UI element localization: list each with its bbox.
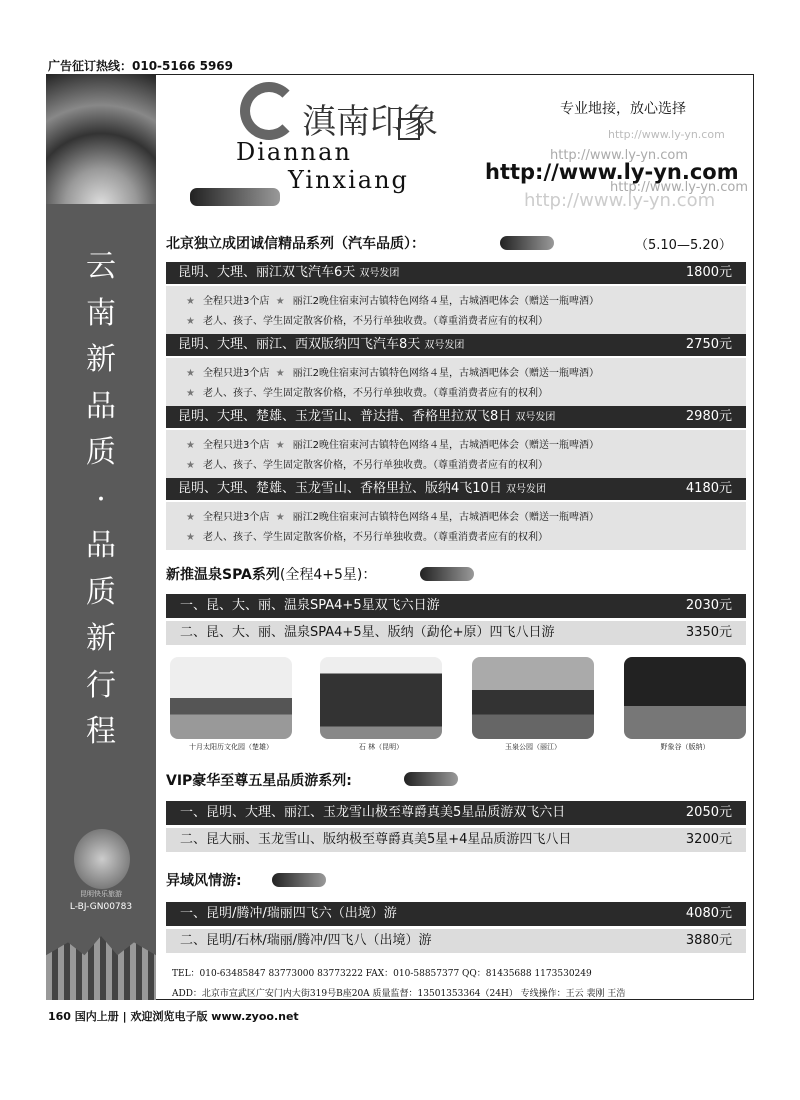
logo-caption: 昆明快乐旅游: [80, 890, 122, 898]
photo-stone-forest: [320, 657, 442, 739]
brand-swirl-icon: [240, 82, 298, 140]
date-range: （5.10—5.20）: [635, 238, 732, 253]
photo-pavilion: [472, 657, 594, 739]
side-char: 程: [86, 714, 116, 749]
ornament-decoration: [46, 936, 156, 1000]
route-detail: ★ 全程只进3个店 ★ 丽江2晚住宿束河古镇特色网络４星，古城酒吧体会（赠送一瓶啤酒） ★ 老人、孩子、学生固定散客价格，不另行单独收费。（尊重消费者应有的权利）: [166, 358, 746, 406]
contact-address: ADD：北京市宣武区广安门内大街319号B座20A 质量监督：13501353364（24H） 专线操作：王云 裴刚 王浩: [172, 989, 626, 999]
brand-name-en2: Yinxiang: [288, 166, 409, 194]
route-price: 4180元: [685, 481, 732, 496]
route-bar: [166, 262, 746, 284]
peacock-image: [46, 74, 156, 204]
route-detail: ★ 全程只进3个店 ★ 丽江2晚住宿束河古镇特色网络４星，古城酒吧体会（赠送一瓶啤酒） ★ 老人、孩子、学生固定散客价格，不另行单独收费。（尊重消费者应有的权利）: [166, 502, 746, 550]
star-icon: ★: [275, 512, 285, 523]
route-name: 一、昆、大、丽、温泉SPA4+5星双飞六日游: [180, 598, 440, 613]
side-char: 品: [86, 528, 116, 563]
star-icon: ★: [275, 368, 285, 379]
route-row: [166, 594, 746, 618]
website-url[interactable]: http://www.ly-yn.com: [485, 160, 739, 184]
route-row: [166, 801, 746, 825]
url-ghost: http://www.ly-yn.com: [550, 148, 689, 163]
route-price: 1800元: [685, 265, 732, 280]
side-vertical-text: [46, 244, 156, 756]
section-title: 异域风情游:: [166, 873, 242, 889]
route-name: 二、昆、大、丽、温泉SPA4+5星、版纳（勐伦+原）四飞八日游: [180, 625, 555, 640]
route-name: 二、昆明/石林/瑞丽/腾冲/四飞八（出境）游: [180, 933, 432, 948]
page-footer: 160 国内上册 | 欢迎浏览电子版 www.zyoo.net: [48, 1010, 299, 1023]
route-name: 一、昆明/腾冲/瑞丽四飞六（出境）游: [180, 906, 397, 921]
star-icon: ★: [186, 316, 195, 327]
license-number: L-BJ-GN00783: [69, 902, 133, 912]
url-ghost: http://www.ly-yn.com: [610, 180, 749, 195]
side-char: 质: [86, 574, 116, 610]
section-title: 北京独立成团诚信精品系列（汽车品质）：: [166, 236, 425, 252]
route-bar: [166, 334, 746, 356]
star-icon: ★: [186, 368, 195, 379]
route-detail: ★ 全程只进3个店 ★ 丽江2晚住宿束河古镇特色网络４星，古城酒吧体会（赠送一瓶啤酒） ★ 老人、孩子、学生固定散客价格，不另行单独收费。（尊重消费者应有的权利）: [166, 286, 746, 334]
route-name: 一、昆明、大理、丽江、玉龙雪山极至尊爵真美5星品质游双飞六日: [180, 805, 566, 820]
side-char: 品: [86, 388, 116, 424]
route-price: 2030元: [685, 598, 732, 613]
route-name: 昆明、大理、丽江双飞汽车6天: [178, 265, 356, 280]
url-ghost: http://www.ly-yn.com: [608, 128, 725, 141]
side-char: 南: [86, 295, 116, 331]
side-char: 质: [86, 435, 116, 470]
cloud-icon: [190, 188, 280, 206]
photo-caption: 石 林（昆明）: [358, 743, 404, 751]
photo-caption: 野象谷（版纳）: [660, 743, 710, 751]
photo-monument: [170, 657, 292, 739]
route-price: 4080元: [685, 906, 732, 921]
route-row: [166, 902, 746, 926]
route-tag: 双号发团: [505, 484, 546, 495]
cloud-icon: [272, 873, 326, 887]
side-char: ·: [96, 481, 106, 517]
cloud-icon: [420, 567, 474, 581]
route-name: 昆明、大理、丽江、西双版纳四飞汽车8天: [178, 337, 421, 352]
side-char: 云: [86, 249, 116, 284]
route-price: 3200元: [685, 832, 732, 847]
contact-phone: TEL：010-63485847 83773000 83773222 FAX：010-58857377 QQ：81435688 1173530249: [172, 969, 592, 979]
brand-name-en1: Diannan: [236, 138, 352, 166]
route-tag: 双号发团: [359, 268, 400, 279]
sidebar: [46, 74, 156, 1000]
route-bar: [166, 406, 746, 428]
side-char: 新: [86, 342, 116, 377]
photo-elephant-valley: [624, 657, 746, 739]
side-char: 行: [86, 667, 116, 703]
route-price: 3880元: [685, 933, 732, 948]
section-title: 新推温泉SPA系列(全程4+5星)：: [166, 567, 377, 583]
star-icon: ★: [275, 440, 285, 451]
star-icon: ★: [186, 296, 195, 307]
route-row: [166, 828, 746, 852]
route-row: [166, 929, 746, 953]
company-logo: [74, 829, 130, 889]
photo-caption: 十月太阳历文化园（楚雄）: [189, 743, 273, 751]
cloud-icon: [500, 236, 554, 250]
star-icon: ★: [186, 440, 195, 451]
route-price: 2980元: [685, 409, 732, 424]
star-icon: ★: [186, 532, 195, 543]
side-char: 新: [86, 621, 116, 656]
star-icon: ★: [186, 388, 195, 399]
route-name: 昆明、大理、楚雄、玉龙雪山、普达措、香格里拉双飞8日: [178, 409, 512, 424]
route-detail: ★ 全程只进3个店 ★ 丽江2晚住宿束河古镇特色网络４星，古城酒吧体会（赠送一瓶啤酒） ★ 老人、孩子、学生固定散客价格，不另行单独收费。（尊重消费者应有的权利）: [166, 430, 746, 478]
cloud-icon: [404, 772, 458, 786]
photo-caption: 玉泉公园（丽江）: [505, 743, 561, 751]
url-ghost: http://www.ly-yn.com: [524, 190, 716, 211]
route-tag: 双号发团: [424, 340, 465, 351]
route-row: [166, 621, 746, 645]
brand-name-cn: 滇南印象: [302, 102, 438, 142]
route-price: 2750元: [685, 337, 732, 352]
seal-icon: [398, 118, 420, 140]
star-icon: ★: [275, 296, 285, 307]
route-name: 昆明、大理、楚雄、玉龙雪山、香格里拉、版纳4飞10日: [178, 481, 502, 496]
route-price: 2050元: [685, 805, 732, 820]
star-icon: ★: [186, 512, 195, 523]
route-name: 二、昆大丽、玉龙雪山、版纳极至尊爵真美5星+4星品质游四飞八日: [180, 832, 572, 847]
route-tag: 双号发团: [515, 412, 556, 423]
star-icon: ★: [186, 460, 195, 471]
slogan: 专业地接，放心选择: [560, 101, 686, 117]
route-bar: [166, 478, 746, 500]
section-title: VIP豪华至尊五星品质游系列:: [166, 773, 352, 789]
route-price: 3350元: [685, 625, 732, 640]
hotline: 广告征订热线：010-5166 5969: [48, 59, 234, 73]
